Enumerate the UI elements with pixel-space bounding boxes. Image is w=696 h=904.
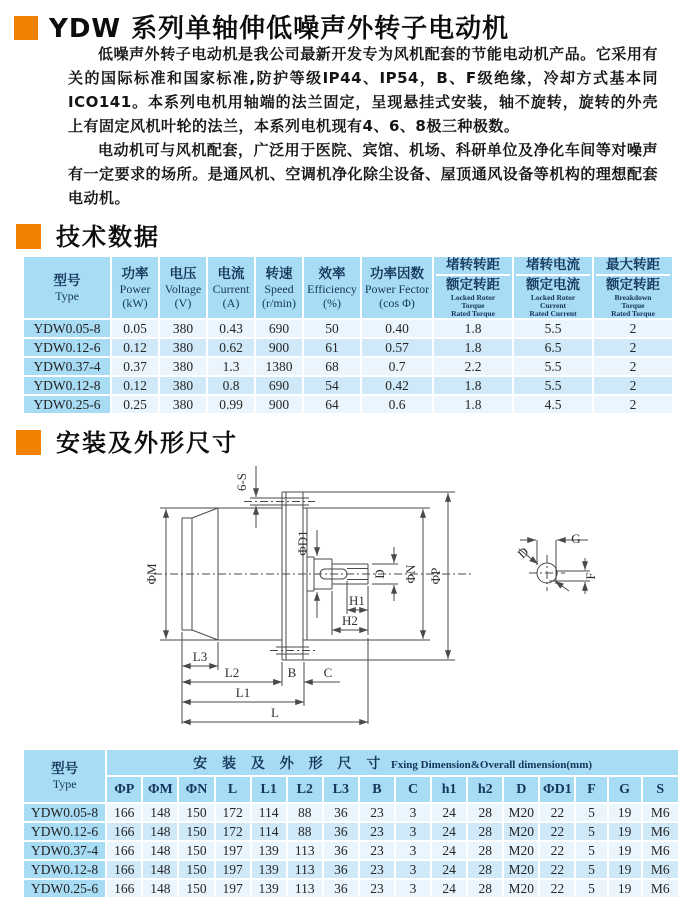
section-header-tech-data [16,217,160,252]
cell: 1.3 [207,357,255,376]
cell: 0.8 [207,376,255,395]
cell: 0.57 [361,338,433,357]
orange-bullet-icon [16,430,41,455]
cell: 5.5 [513,357,593,376]
cell: 139 [251,879,287,898]
cell: 113 [287,841,323,860]
cell: 172 [215,822,251,841]
cell: 88 [287,803,323,822]
cell: 24 [431,803,467,822]
cell: 28 [467,803,503,822]
cell: 5 [575,879,607,898]
cell: 150 [178,841,214,860]
cell: 1.8 [433,376,513,395]
dim-label-l3: L3 [192,649,208,664]
cell: 0.12 [111,376,159,395]
column-header: C [395,776,431,803]
cell: M6 [642,841,679,860]
tech-data-table [22,255,674,415]
table-row [23,319,673,338]
cell: 3 [395,860,431,879]
cell: 19 [608,860,642,879]
cell: 0.25 [111,395,159,414]
dim-label-h2: H2 [342,613,358,628]
table-row [23,803,679,822]
cell: 28 [467,822,503,841]
cell: 3 [395,803,431,822]
cell: 1.8 [433,395,513,414]
table-row [23,822,679,841]
cell: 5 [575,841,607,860]
cell-type: YDW0.12-8 [23,376,111,395]
cell: 22 [539,822,575,841]
cell: 148 [142,841,178,860]
cell: 166 [106,879,142,898]
table-row [23,395,673,414]
dim-label-l1: L1 [235,685,251,700]
table-row [23,338,673,357]
cell: 22 [539,803,575,822]
cell: 0.05 [111,319,159,338]
cell-type: YDW0.05-8 [23,803,106,822]
orange-bullet-icon [16,224,41,249]
cell: 380 [159,319,207,338]
cell-type: YDW0.05-8 [23,319,111,338]
cell-type: YDW0.12-6 [23,822,106,841]
cell: 172 [215,803,251,822]
cell: M6 [642,803,679,822]
page-header [14,8,509,45]
column-header: L3 [323,776,359,803]
cell: 5.5 [513,319,593,338]
cell: 690 [255,376,303,395]
cell-type: YDW0.25-6 [23,879,106,898]
cell: 900 [255,338,303,357]
cell: 0.12 [111,338,159,357]
cell: 4.5 [513,395,593,414]
table-row [23,879,679,898]
cell: 36 [323,860,359,879]
intro-text [68,42,658,210]
cell: 23 [359,822,395,841]
cell-type: YDW0.37-4 [23,357,111,376]
column-header: ΦM [142,776,178,803]
cell: 19 [608,822,642,841]
cell: M6 [642,822,679,841]
cell: 380 [159,395,207,414]
dimension-table [22,748,680,899]
column-header: B [359,776,395,803]
cell: 28 [467,879,503,898]
section-title: 技术数据 [56,223,160,251]
cell: 22 [539,860,575,879]
column-header: L1 [251,776,287,803]
cell: 139 [251,841,287,860]
cell: 3 [395,841,431,860]
cell: 6.5 [513,338,593,357]
cell: 1.8 [433,319,513,338]
cell: 197 [215,879,251,898]
cell: 1380 [255,357,303,376]
dim-label-c: C [323,665,333,680]
dim-label-phi-d1: ΦD1 [295,530,310,556]
column-header: F [575,776,607,803]
page-title: YDW 系列单轴伸低噪声外转子电动机 [49,14,510,44]
cell: 380 [159,357,207,376]
cell: 5 [575,803,607,822]
table-row [23,841,679,860]
cell: 150 [178,860,214,879]
cell: 166 [106,803,142,822]
cell: 150 [178,803,214,822]
column-header-current: 电流 Current (A) [207,256,255,319]
cell: 5 [575,860,607,879]
cell: 0.62 [207,338,255,357]
table-row [23,357,673,376]
cell: 28 [467,860,503,879]
cell: 148 [142,860,178,879]
column-header: h2 [467,776,503,803]
column-header: ΦP [106,776,142,803]
column-header-breakdown-torque: 最大转距 额定转距 Breakdown Torque Rated Torque [593,256,673,319]
column-header-type: 型号 Type [23,749,106,803]
cell: 0.43 [207,319,255,338]
cell: 2 [593,357,673,376]
column-header-locked-rotor-torque: 堵转转距 额定转距 Locked Rotor Torque Rated Torque [433,256,513,319]
cell: 148 [142,803,178,822]
cell: 24 [431,822,467,841]
section-title: 安装及外形尺寸 [56,429,238,457]
cell: M20 [503,860,539,879]
cell: 36 [323,803,359,822]
cell: 166 [106,841,142,860]
column-header: ΦD1 [539,776,575,803]
cell: 139 [251,860,287,879]
cell: 36 [323,822,359,841]
intro-paragraph-1: 低噪声外转子电动机是我公司最新开发专为风机配套的节能电动机产品。它采用有关的国际标准和国家标准,防护等级IP44、IP54，B、F级绝缘，冷却方式基本同ICO141。本系列电机用轴端的法兰固定，呈现悬挂式安装，轴不旋转，旋转的外壳上有固定风机叶轮的法兰，本系列电机现有4、6、8极三种极数。 [68,45,658,135]
cell: 0.7 [361,357,433,376]
cell: 24 [431,879,467,898]
dim-label-phi-m: ΦM [144,563,159,585]
column-header-power: 功率 Power (kW) [111,256,159,319]
cell: M20 [503,879,539,898]
table-row [23,376,673,395]
dim-label-d-detail: D [514,543,532,562]
cell: 19 [608,879,642,898]
cell-type: YDW0.25-6 [23,395,111,414]
column-header: L2 [287,776,323,803]
shaft-section-detail [519,540,590,594]
cell: 50 [303,319,361,338]
cell-type: YDW0.12-6 [23,338,111,357]
dim-label-l2: L2 [224,665,240,680]
cell: 54 [303,376,361,395]
orange-bullet-icon [14,16,38,40]
cell: 61 [303,338,361,357]
cell: 197 [215,860,251,879]
column-header-speed: 转速 Speed (r/min) [255,256,303,319]
cell: M20 [503,841,539,860]
cell: 380 [159,376,207,395]
column-header: h1 [431,776,467,803]
motor-dimension-drawing [136,452,696,747]
dim-label-l: L [271,705,279,720]
column-header: ΦN [178,776,214,803]
column-header-locked-rotor-current: 堵转电流 额定电流 Locked Rotor Current Rated Current [513,256,593,319]
cell: 0.99 [207,395,255,414]
cell: M6 [642,860,679,879]
cell: 3 [395,879,431,898]
cell: 19 [608,803,642,822]
cell: 166 [106,822,142,841]
cell: 114 [251,822,287,841]
cell: 2 [593,395,673,414]
cell: 23 [359,879,395,898]
cell: 0.6 [361,395,433,414]
column-header: G [608,776,642,803]
cell: 28 [467,841,503,860]
cell: 150 [178,822,214,841]
cell: 148 [142,822,178,841]
dim-label-b: B [287,665,297,680]
column-header-efficiency: 效率 Efficiency (%) [303,256,361,319]
cell-type: YDW0.12-8 [23,860,106,879]
dim-label-phi-n: ΦN [403,564,418,584]
cell: 36 [323,841,359,860]
cell: 23 [359,860,395,879]
dim-label-6s: 6-S [234,472,249,492]
dim-label-g: G [571,531,581,546]
cell: 113 [287,879,323,898]
cell: 690 [255,319,303,338]
cell: 64 [303,395,361,414]
cell: 24 [431,841,467,860]
cell: M20 [503,803,539,822]
cell: M20 [503,822,539,841]
cell: 36 [323,879,359,898]
cell: 380 [159,338,207,357]
table-row [23,860,679,879]
dim-label-h1: H1 [349,593,365,608]
column-header-type: 型号 Type [23,256,111,319]
cell: 900 [255,395,303,414]
cell: 3 [395,822,431,841]
intro-paragraph-2: 电动机可与风机配套，广泛用于医院、宾馆、机场、科研单位及净化车间等对噪声有一定要求的场所。是通风机、空调机净化除尘设备、屋顶通风设备等机构的理想配套电动机。 [68,141,658,207]
cell: 2 [593,338,673,357]
cell: 23 [359,841,395,860]
column-header: L [215,776,251,803]
cell-type: YDW0.37-4 [23,841,106,860]
cell: 22 [539,841,575,860]
cell: 22 [539,879,575,898]
cell: 0.42 [361,376,433,395]
column-header-power-factor: 功率因数 Power Fector (cos Φ) [361,256,433,319]
cell: 23 [359,803,395,822]
column-header: D [503,776,539,803]
cell: 150 [178,879,214,898]
dim-label-d: D [372,569,387,579]
column-header-voltage: 电压 Voltage (V) [159,256,207,319]
cell: 68 [303,357,361,376]
cell: 1.8 [433,338,513,357]
cell: 166 [106,860,142,879]
column-header: S [642,776,679,803]
cell: 2.2 [433,357,513,376]
cell: 88 [287,822,323,841]
cell: 0.37 [111,357,159,376]
cell: M6 [642,879,679,898]
cell: 148 [142,879,178,898]
group-header-dimensions: 安 装 及 外 形 尺 寸 Fxing Dimension&Overall dimension(mm) [106,749,679,776]
cell: 5 [575,822,607,841]
dim-label-phi-p: ΦP [428,567,443,585]
cell: 0.40 [361,319,433,338]
cell: 5.5 [513,376,593,395]
cell: 114 [251,803,287,822]
dim-label-f: F [583,572,598,580]
cell: 2 [593,319,673,338]
cell: 197 [215,841,251,860]
cell: 19 [608,841,642,860]
cell: 2 [593,376,673,395]
cell: 113 [287,860,323,879]
cell: 24 [431,860,467,879]
